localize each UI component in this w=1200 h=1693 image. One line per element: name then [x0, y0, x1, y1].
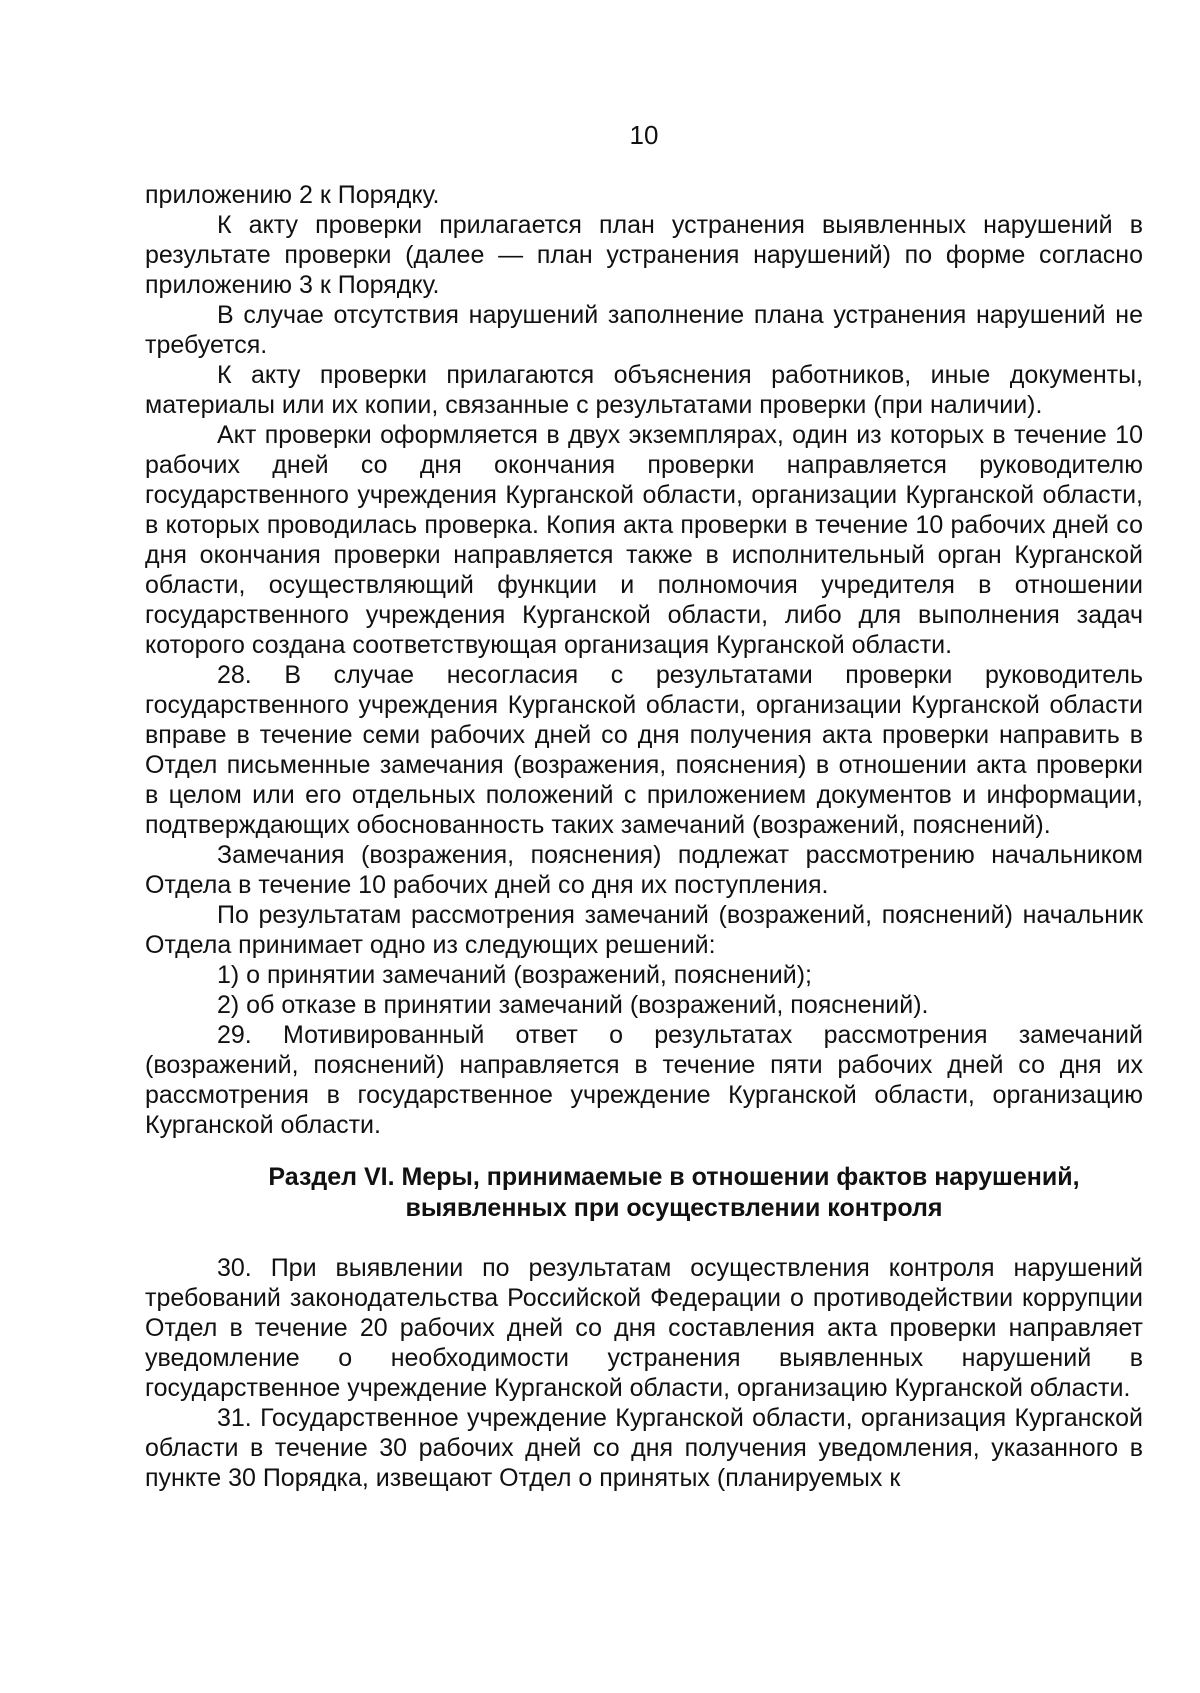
paragraph: Акт проверки оформляется в двух экземплярах, один из которых в течение 10 рабочих дней со дня окончания проверки направляется руководителю государственного учреждения Курганской области, организации Курганской области, в которых проводилась проверка. Копия акта проверки в течение 10 рабочих дней со дня окончания проверки направляется также в исполнительный орган Курганской области, осуществляющий функции и полномочия учредителя в отношении государственного учреждения Курганской области, либо для выполнения задач которого создана соответствующая организация Курганской области. [145, 421, 1143, 659]
paragraph: К акту проверки прилагается план устранения выявленных нарушений в результате проверки (далее — план устранения нарушений) по форме согласно приложению 3 к Порядку. [145, 211, 1143, 299]
list-item: 1) о принятии замечаний (возражений, пояснений); [217, 961, 813, 989]
paragraph: приложению 2 к Порядку. [145, 181, 440, 209]
document-body [145, 180, 1143, 1493]
paragraph: В случае отсутствия нарушений заполнение плана устранения нарушений не требуется. [145, 301, 1143, 359]
paragraph-item-28: 28. В случае несогласия с результатами проверки руководитель государственного учреждения Курганской области, организации Курганской области вправе в течение семи рабочих дней со дня получения акта проверки направить в Отдел письменные замечания (возражения, пояснения) в отношении акта проверки в целом или его отдельных положений с приложением документов и информации, подтверждающих обоснованность таких замечаний (возражений, пояснений). [145, 661, 1143, 839]
document-page [145, 0, 1143, 1693]
page-number: 10 [629, 120, 659, 150]
paragraph: Замечания (возражения, пояснения) подлежат рассмотрению начальником Отдела в течение 10 рабочих дней со дня их поступления. [145, 841, 1143, 899]
section-heading-line: Раздел VI. Меры, принимаемые в отношении фактов нарушений, [268, 1163, 1080, 1191]
paragraph-item-31: 31. Государственное учреждение Курганской области, организация Курганской области в течение 30 рабочих дней со дня получения уведомления, указанного в пункте 30 Порядка, извещают Отдел о принятых (планируемых к [145, 1404, 1143, 1492]
paragraph: К акту проверки прилагаются объяснения работников, иные документы, материалы или их копии, связанные с результатами проверки (при наличии). [145, 361, 1143, 419]
paragraph-item-30: 30. При выявлении по результатам осуществления контроля нарушений требований законодательства Российской Федерации о противодействии коррупции Отдел в течение 20 рабочих дней со дня составления акта проверки направляет уведомление о необходимости устранения выявленных нарушений в государственное учреждение Курганской области, организацию Курганской области. [145, 1254, 1143, 1402]
section-heading [145, 1162, 1143, 1224]
paragraph: По результатам рассмотрения замечаний (возражений, пояснений) начальник Отдела принимает одно из следующих решений: [145, 901, 1143, 959]
paragraph-item-29: 29. Мотивированный ответ о результатах рассмотрения замечаний (возражений, пояснений) направляется в течение пяти рабочих дней со дня их рассмотрения в государственное учреждение Курганской области, организацию Курганской области. [145, 1021, 1143, 1139]
list-item: 2) об отказе в принятии замечаний (возражений, пояснений). [217, 991, 929, 1019]
section-heading-line: выявленных при осуществлении контроля [405, 1194, 943, 1222]
